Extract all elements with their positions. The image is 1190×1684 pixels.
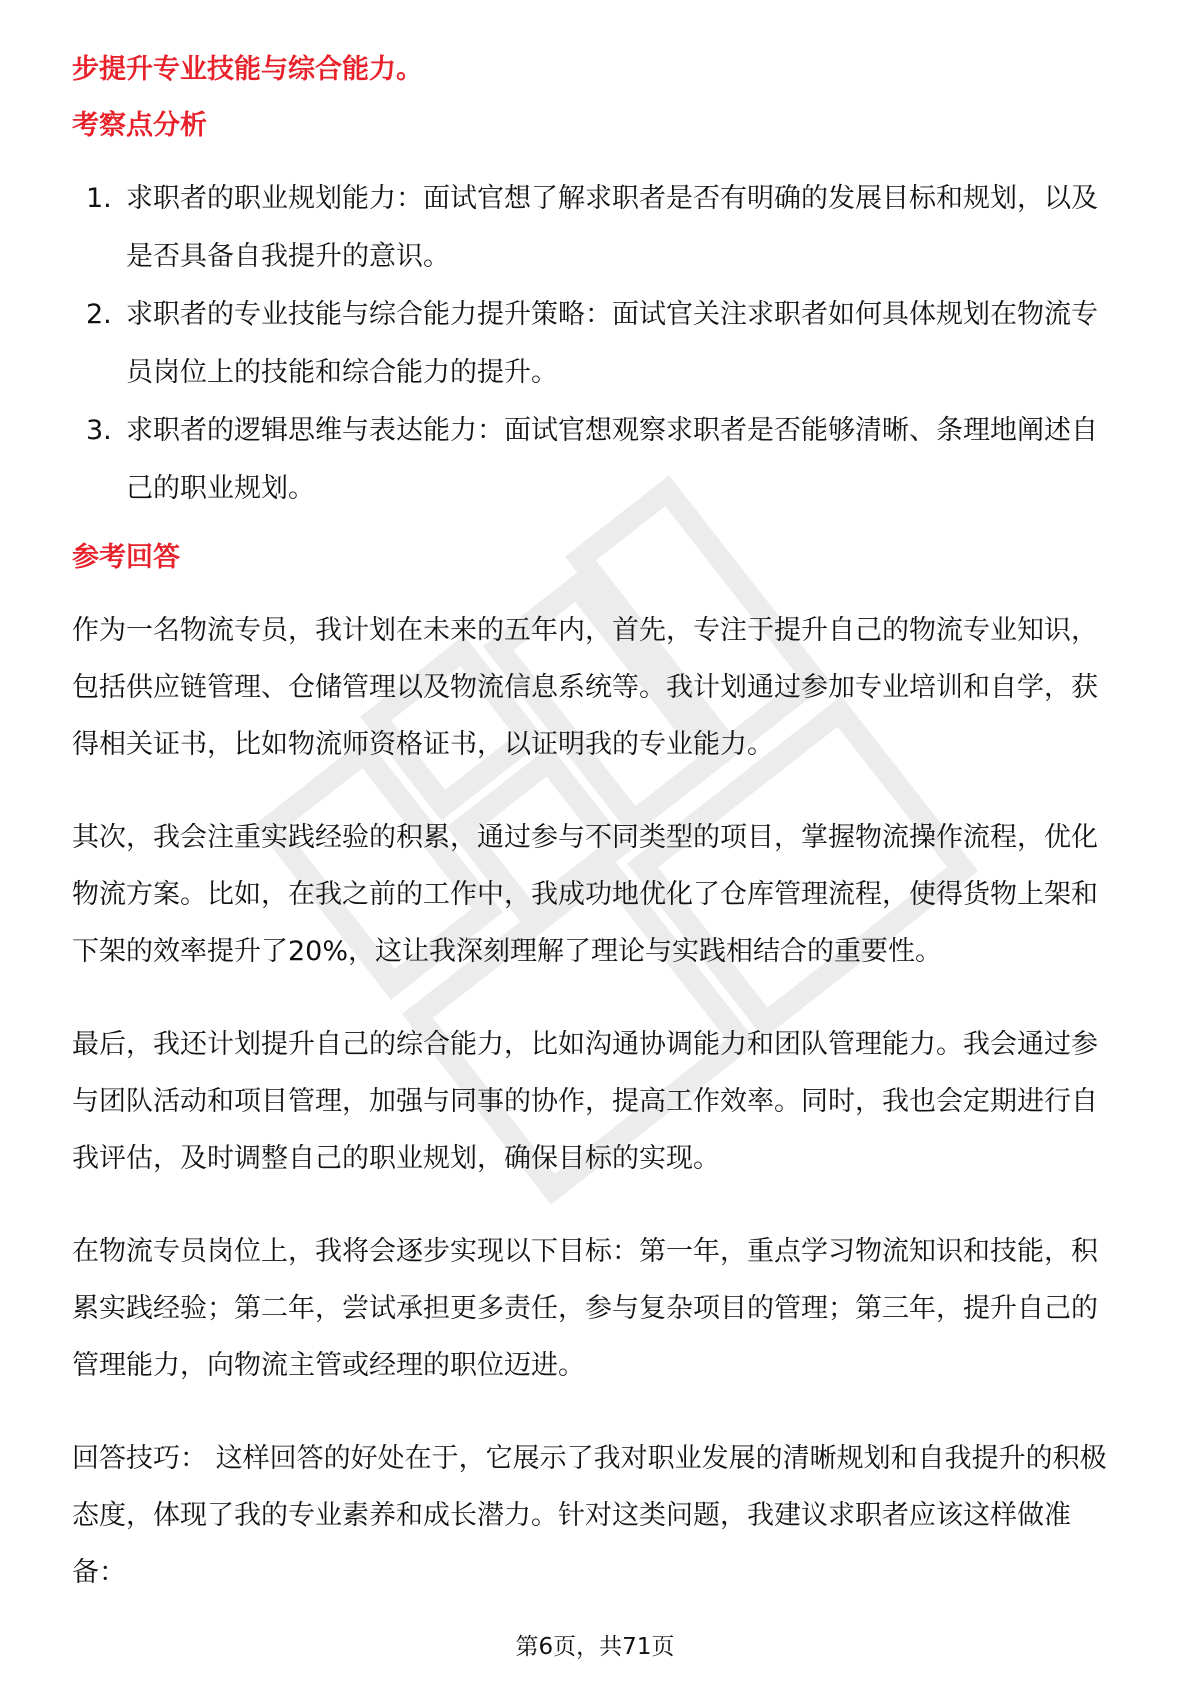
list-number: 1. [86, 183, 112, 214]
heading-continuation: 步提升专业技能与综合能力。 [72, 54, 423, 85]
analysis-title: 考察点分析 [72, 110, 207, 141]
list-item [72, 170, 1122, 286]
list-item-text: 求职者的专业技能与综合能力提升策略：面试官关注求职者如何具体规划在物流专员岗位上的技能和综合能力的提升。 [126, 299, 1098, 388]
answer-tips-paragraph: 回答技巧： 这样回答的好处在于，它展示了我对职业发展的清晰规划和自我提升的积极态度，体现了我的专业素养和成长潜力。针对这类问题，我建议求职者应该这样做准备： [72, 1443, 1107, 1588]
page-number-footer: 第6页，共71页 [515, 1634, 675, 1660]
answer-title: 参考回答 [72, 542, 180, 573]
list-item [72, 402, 1122, 518]
answer-paragraph: 作为一名物流专员，我计划在未来的五年内，首先，专注于提升自己的物流专业知识，包括供应链管理、仓储管理以及物流信息系统等。我计划通过参加专业培训和自学，获得相关证书，比如物流师资格证书，以证明我的专业能力。 [72, 615, 1098, 760]
answer-paragraph: 最后，我还计划提升自己的综合能力，比如沟通协调能力和团队管理能力。我会通过参与团队活动和项目管理，加强与同事的协作，提高工作效率。同时，我也会定期进行自我评估，及时调整自己的职业规划，确保目标的实现。 [72, 1029, 1098, 1174]
list-item-text: 求职者的逻辑思维与表达能力：面试官想观察求职者是否能够清晰、条理地阐述自己的职业规划。 [126, 415, 1098, 504]
list-number: 3. [86, 415, 112, 446]
answer-paragraph: 在物流专员岗位上，我将会逐步实现以下目标：第一年，重点学习物流知识和技能，积累实践经验；第二年，尝试承担更多责任，参与复杂项目的管理；第三年，提升自己的管理能力，向物流主管或经理的职位迈进。 [72, 1236, 1098, 1381]
list-number: 2. [86, 299, 112, 330]
answer-paragraph: 其次，我会注重实践经验的积累，通过参与不同类型的项目，掌握物流操作流程，优化物流方案。比如，在我之前的工作中，我成功地优化了仓库管理流程，使得货物上架和下架的效率提升了20%，这让我深刻理解了理论与实践相结合的重要性。 [72, 822, 1098, 967]
document-page [72, 50, 1122, 1601]
analysis-list [72, 170, 1122, 518]
list-item-text: 求职者的职业规划能力：面试官想了解求职者是否有明确的发展目标和规划，以及是否具备自我提升的意识。 [126, 183, 1098, 272]
list-item [72, 286, 1122, 402]
